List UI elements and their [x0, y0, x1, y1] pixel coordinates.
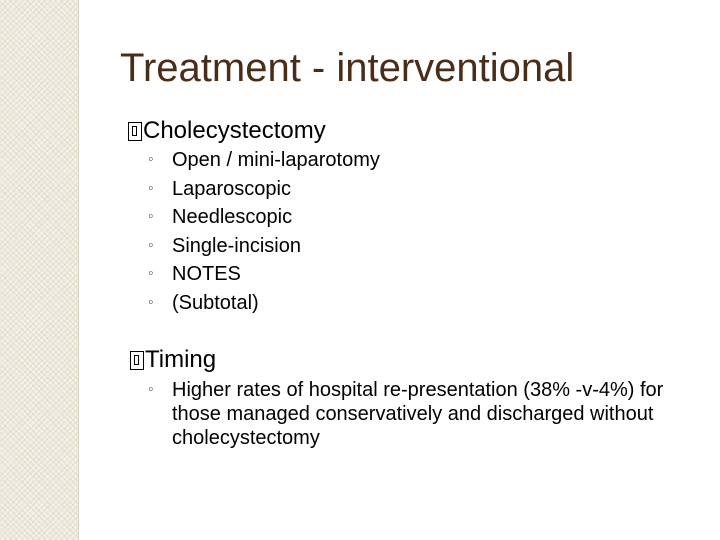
section-heading-label: Timing [145, 346, 217, 373]
list-item: ◦ Open / mini-laparotomy [148, 146, 380, 175]
cholecystectomy-list [148, 146, 380, 317]
circle-bullet-icon: ◦ [148, 151, 154, 168]
box-bullet-icon [128, 122, 142, 141]
box-bullet-icon [130, 351, 144, 370]
decorative-side-panel [0, 0, 79, 540]
list-item: ◦ (Subtotal) [148, 289, 380, 318]
list-item: ◦ NOTES [148, 260, 380, 289]
circle-bullet-icon: ◦ [148, 208, 154, 225]
slide-title: Treatment - interventional [120, 46, 575, 90]
list-item: ◦ Needlescopic [148, 203, 380, 232]
circle-bullet-icon: ◦ [148, 265, 154, 282]
circle-bullet-icon: ◦ [148, 293, 154, 311]
list-item: ◦ Single-incision [148, 232, 380, 261]
circle-bullet-icon: ◦ [148, 236, 154, 254]
timing-list [148, 378, 692, 450]
section-heading-cholecystectomy [128, 116, 326, 146]
section-heading-timing [130, 345, 216, 375]
circle-bullet-icon: ◦ [148, 179, 154, 197]
list-item: ◦ Higher rates of hospital re-presentation (38% -v-4%) for those managed conservatively and discharged without cholecystectomy [148, 379, 664, 449]
circle-bullet-icon: ◦ [148, 381, 154, 398]
section-heading-label: Cholecystectomy [143, 117, 326, 144]
list-item: ◦ Laparoscopic [148, 175, 380, 204]
